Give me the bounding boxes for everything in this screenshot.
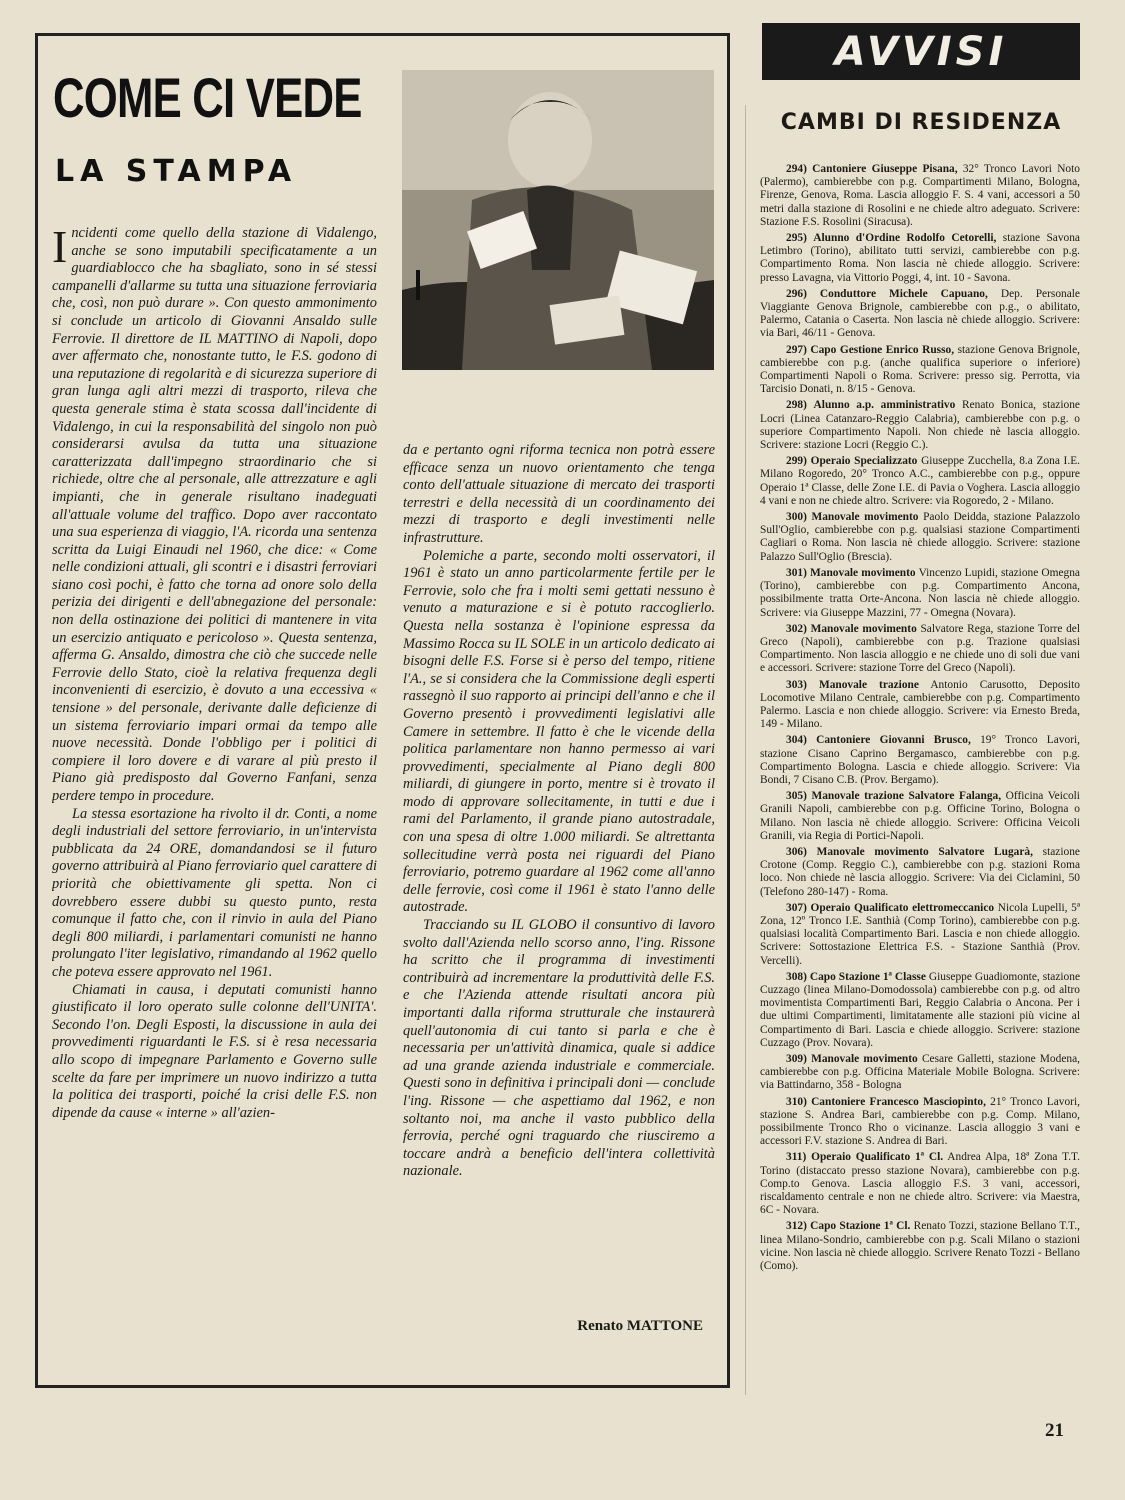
avviso-number: 297) [786, 343, 807, 356]
avviso-item [760, 846, 1080, 899]
article-photo [402, 70, 714, 370]
avviso-lead: Alunno a.p. amministrativo [813, 399, 956, 412]
avviso-item [760, 1151, 1080, 1217]
avvisi-list [760, 163, 1080, 1398]
avviso-lead: Conduttore Michele Capuano, [819, 287, 988, 300]
avviso-item [760, 455, 1080, 508]
avviso-lead: Operaio Specializzato [810, 455, 918, 468]
avviso-number: 305) [786, 790, 807, 803]
article-paragraph-text: ncidenti come quello della stazione di Vidalengo, anche se sono imputabili specificatamente a un guardiablocco che ha sbagliato, sono in sé stessi campanelli d'allarme su tutta una situazione ferroviaria che, così, non può durare ». Con questo ammonimento si conclude un articolo di Giovanni Ansaldo sulle Ferrovie. Il direttore de IL MATTINO di Napoli, dopo aver affermato che, nonostante tutto, le F.S. godono di una reputazione di regolarità e di sicurezza superiore di gran lunga agli altri mezzi di trasporto, rileva che questa generale stima è stata scossa dall'incidente di Vidalengo, in cui la responsabilità del singolo non può considerarsi avulsa da tutta una situazione caratterizzata dall'impegno straordinario che si richiede, oltre che al personale, alle attrezzature e agli impianti, che in generale risultano inadeguati all'attuale volume del traffico. Dopo aver raccontato una sua esperienza di viaggio, l'A. ricorda una sentenza scritta da Luigi Einaudi nel 1960, che dice: « Come nelle condizioni attuali, gli scontri e i disastri ferroviari siano così pochi, è fatto che torna ad onore solo della perizia dei dirigenti e dell'abnegazione del personale: non della ostinazione dei politici di mantenere in vita un esercizio antiquato e pericoloso ». Questa sentenza, afferma G. Ansaldo, dimostra che ciò che succede nelle Ferrovie dello Stato, cioè la relativa frequenza degli inconvenienti di esercizio, è dovuto a una eccessiva « tensione » del personale, derivante dalle deficienze di un sistema ferroviario impari ormai da tempo alle nuove necessità. Donde l'obbligo per i politici di compiere il loro dovere e di varare al più presto il Piano già predisposto dal Governo Fanfani, senza perdere tempo in procedure. [52, 225, 377, 804]
avviso-item [760, 399, 1080, 452]
article-paragraph: La stessa esortazione ha rivolto il dr. Conti, a nome degli industriali del settore ferroviario, in un'intervista pubblicata da 24 ORE, domandandosi se il futuro governo attribuirà al Piano ferroviario quel carattere di priorità che obiettivamente gli spetta. Non ci dovrebbero essere dubbi su questo punto, resta comunque il fatto che, con il rinvio in aula del Piano degli 800 miliardi, i parlamentari comunisti ne hanno prolungato l'iter legislativo, rimandando al 1962 quello che poteva essere approvato nel 1961. [52, 805, 377, 980]
avviso-text: Dep. Personale Viaggiante Genova Brignole, cambierebbe con p.g., o abilitato, Palermo, Catania o Caserta. Non lascia nè chiede alloggio. Scrivere: via Bari, 46/11 - Genova. [760, 287, 1080, 340]
avviso-number: 310) [786, 1095, 807, 1108]
avviso-text: Nicola Lupelli, 5ª Zona, 12º Tronco I.E. Santhià (Comp Torino), cambierebbe con p.g. qualsiasi località Compartimento Bari. Lascia e non chiede alloggio. Scrivere: Sottostazione Elettrica F.S. - Stazione Santhià (Prov. Vercelli). [760, 901, 1080, 967]
avviso-item [760, 163, 1080, 229]
avviso-text: Cesare Galletti, stazione Modena, cambierebbe con p.g. Officina Materiale Mobile Bologna. Scrivere: via Battindarno, 358 - Bologna [760, 1053, 1080, 1092]
avviso-text: Giuseppe Guadiomonte, stazione Cuzzago (linea Milano-Domodossola) cambierebbe con p.g. od altro movimentista Compartimenti Bari, Reggio Calabria o Ancona. Per i due ultimi Compartimenti, limitatamente alle stazioni più vicine al Compartimento di Bari. Lascia e chiede alloggio. Scrivere: stazione Cuzzago (Prov. Novara). [760, 970, 1080, 1049]
avviso-text: Salvatore Rega, stazione Torre del Greco (Napoli), cambierebbe con p.g. Trazione qualsiasi Compartimento. Non lascia alloggio e ne chiede uno di soli due vani e accessori. Scrivere: stazione Torre del Greco (Napoli). [760, 622, 1080, 675]
avviso-lead: Cantoniere Giuseppe Pisana, [812, 163, 958, 175]
avviso-text: Andrea Alpa, 18ª Zona T.T. Torino (distaccato presso stazione Novara), cambierebbe con p.g. Comp.to Genova. Lascia alloggio F.S. 3 vani, accessori, riscaldamento centrale e non ne chiede altro. Scrivere: via Maestra, 6C - Novara. [760, 1151, 1080, 1217]
avviso-item [760, 1053, 1080, 1093]
avviso-lead: Manovale movimento [811, 511, 919, 524]
avviso-lead: Manovale movimento [811, 1053, 918, 1065]
avvisi-section-heading: CAMBI DI RESIDENZA [780, 110, 1062, 135]
avviso-text: Renato Tozzi, stazione Bellano T.T., linea Milano-Sondrio, cambierebbe con p.g. Scali Milano o stazioni vicine. Non lascia nè chiede alloggio. Scrivere Renato Tozzi - Bellano (Como). [760, 1220, 1080, 1273]
avviso-number: 299) [786, 455, 807, 468]
avvisi-title-bar: AVVISI [762, 23, 1080, 80]
avviso-item [760, 1096, 1080, 1149]
avviso-text: 19° Tronco Lavori, stazione Cisano Caprino Bergamasco, cambierebbe con p.g. Compartimento Bologna. Lascia e chiede alloggio. Scrivere: Via Bondi, 7 Cisano C.B. (Prov. Bergamo). [760, 734, 1080, 786]
avviso-number: 294) [786, 163, 807, 175]
avviso-lead: Capo Stazione 1ª Classe [809, 970, 926, 983]
avviso-text: 32° Tronco Lavori Noto (Palermo), cambierebbe con p.g. Compartimenti Milano, Bologna, Firenze, Genova, Roma. Lascia alloggio F. S. 4 vani, accessori a 50 metri dalla stazione di Rosolini e ne chiede altro adeguato. Scrivere: Stazione F.S. Rosolini (Siracusa). [760, 163, 1080, 228]
avviso-text: Vincenzo Lupidi, stazione Omegna (Torino), cambierebbe con p.g. Compartimento Ancona, possibilmente tratta Orte-Ancona. Non lascia nè chiede alloggio. Scrivere: via Giuseppe Mazzini, 77 - Omegna (Novara). [760, 566, 1080, 619]
avviso-number: 309) [786, 1053, 807, 1065]
avviso-number: 307) [786, 901, 807, 914]
avviso-lead: Cantoniere Giovanni Brusco, [816, 734, 971, 747]
page-number: 21 [1045, 1420, 1064, 1441]
avviso-lead: Manovale trazione Salvatore Falanga, [811, 790, 1002, 803]
article-subhead: LA STAMPA [55, 154, 298, 189]
article-column-2 [403, 442, 715, 1312]
avviso-text: Giuseppe Zucchella, 8.a Zona I.E. Milano Rogoredo, 20° Tronco A.C., cambierebbe con p.g., oppure Operaio 1ª Classe, delle Zone I.E. di Pavia o Voghera. Lascia alloggio 4 vani e non ne chiede altro. Scrivere: via Rogoredo, 2 - Milano. [760, 455, 1080, 507]
photo-illustration [402, 70, 714, 370]
avviso-number: 312) [786, 1220, 807, 1233]
article-headline: COME CI VEDE [53, 66, 362, 129]
avviso-text: stazione Genova Brignole, cambierebbe con p.g. (anche qualifica superiore o inferiore) Compartimenti Napoli o Roma. Scrivere: presso sig. Perrotta, via Tarcisio Donati, n. 8/15 - Genova. [760, 343, 1080, 396]
avviso-lead: Alunno d'Ordine Rodolfo Cetorelli, [813, 232, 997, 245]
avviso-item [760, 902, 1080, 968]
avviso-number: 301) [786, 566, 807, 579]
avviso-lead: Manovale movimento Salvatore Lugarà, [816, 845, 1033, 858]
avviso-text: Paolo Deidda, stazione Palazzolo Sull'Oglio, cambierebbe con p.g. qualsiasi stazione Compartimenti Cagliari o Roma. Non lascia nè chiede alloggio. Scrivere: stazione Palazzo Sull'Oglio (Brescia). [760, 511, 1080, 563]
avviso-lead: Manovale movimento [810, 566, 916, 579]
avviso-text: 21° Tronco Lavori, stazione S. Andrea Bari, cambierebbe con p.g. Comp. Milano, possibilmente Tronco Rho o vicinanze. Lascia alloggio 3 vani e accessori F.V. stazione S. Andrea di Bari. [760, 1095, 1080, 1148]
avviso-item [760, 679, 1080, 732]
avviso-lead: Capo Gestione Enrico Russo, [810, 343, 955, 356]
avviso-text: stazione Savona Letimbro (Torino), abilitato tutti servizi, cambierebbe con p.g. Compartimento Roma. Non lascia nè chiede alloggio. Scrivere: presso Lavagna, via Vittorio Poggi, 4, int. 10 - Savona. [760, 232, 1080, 284]
article-paragraph: Chiamati in causa, i deputati comunisti hanno giustificato il loro operato sulle colonne dell'UNITA'. Secondo l'on. Degli Esposti, la discussione in aula dei provvedimenti riguardanti le F.S. si è resa necessaria allo scopo di impegnare Parlamento e Governo sulle scelte da fare per imprimere un nuovo indirizzo a tutta la politica dei trasporti, poiché la crisi delle F.S. non dipende da cause « interne » all'azien- [52, 981, 377, 1121]
article-author: Renato MATTONE [577, 1318, 703, 1334]
avviso-lead: Manovale movimento [810, 622, 917, 635]
drop-cap: I [52, 225, 68, 272]
avviso-item [760, 567, 1080, 620]
avviso-lead: Cantoniere Francesco Masciopinto, [811, 1095, 986, 1108]
avviso-lead: Operaio Qualificato elettromeccanico [810, 901, 995, 914]
article-column-1 [52, 225, 377, 1345]
article-paragraph: Polemiche a parte, secondo molti osservatori, il 1961 è stato un anno particolarmente fertile per le Ferrovie, solo che fra i molti semi gettati nessuno è venuto a maturazione e si è potuto raccoglierlo. Questa nella sostanza è l'opinione espressa da Massimo Rocca su IL SOLE in un articolo dedicato ai bisogni delle F.S. Forse si è perso del tempo, ritiene l'A., se si considera che la Commissione degli esperti rassegnò il suo rapporto ai principi dell'anno e che il Governo presentò i provvedimenti legislativi alle Camere in settembre. Il fatto è che le vicende della politica parlamentare non hanno permesso ai vari provvedimenti, specialmente al Piano degli 800 miliardi, di giungere in porto, mentre si è trovato il modo di approvare sollecitamente, in tutti e due i rami del Parlamento, il grande piano autostradale, con una spesa di oltre 1.000 miliardi. Se altrettanta sollecitudine verrà posta nei riguardi del Piano ferroviario, potremo guardare al 1962 come all'anno delle ferrovie, così come il 1961 è stato l'anno delle autostrade. [403, 547, 715, 916]
avviso-text: Antonio Carusotto, Deposito Locomotive Milano Centrale, cambierebbe con p.g. Compartimento Palermo. Lascia e non chiede alloggio. Scrivere: via Ernesto Breda, 149 - Milano. [760, 678, 1080, 731]
avviso-item [760, 1220, 1080, 1273]
avviso-number: 296) [786, 287, 807, 300]
avviso-item [760, 232, 1080, 285]
avviso-text: Renato Bonica, stazione Locri (Linea Catanzaro-Reggio Calabria), cambierebbe con p.g. o superiore Compartimento Napoli. Non chiede nè lascia alloggio. Scrivere: stazione Locri (Reggio C.). [760, 399, 1080, 452]
article-paragraph [52, 225, 377, 806]
avviso-lead: Operaio Qualificato 1ª Cl. [811, 1151, 944, 1164]
avviso-item [760, 344, 1080, 397]
avviso-item [760, 971, 1080, 1050]
column-divider [745, 105, 746, 1395]
avviso-lead: Manovale trazione [818, 678, 919, 691]
avviso-item [760, 790, 1080, 843]
avviso-text: stazione Crotone (Comp. Reggio C.), cambierebbe con p.g. stazioni Roma loco. Non chiede nè lascia alloggio. Scrivere: Via dei Ciclamini, 50 (Telefono 280-147) - Roma. [760, 845, 1080, 898]
avviso-number: 304) [786, 734, 807, 747]
avviso-number: 303) [786, 678, 807, 691]
avviso-item [760, 623, 1080, 676]
article-paragraph: Tracciando su IL GLOBO il consuntivo di lavoro svolto dall'Azienda nello scorso anno, l'ing. Rissone ha scritto che il programma di investimenti contribuirà ad incrementare la produttività delle F.S. e che l'Azienda attende risultati ancora più importanti dalla riforma strutturale che instaurerà quell'autonomia di cui tanto si parla e che è necessaria per un'attività dinamica, quale si addice ad una grande azienda industriale e commerciale. Questi sono in definitiva i principali doni — conclude l'ing. Rissone — che aspettiamo dal 1962, e non soltanto noi, ma anche il vasto pubblico della ferrovia, perché ogni traguardo che riusciremo a toccare andrà a beneficio dell'intera collettività nazionale. [403, 917, 715, 1180]
avviso-number: 295) [786, 232, 807, 245]
avviso-number: 300) [786, 511, 807, 524]
avviso-number: 302) [786, 622, 807, 635]
avviso-number: 311) [786, 1151, 807, 1164]
avviso-number: 298) [786, 399, 807, 412]
avviso-number: 306) [786, 845, 807, 858]
avviso-item [760, 288, 1080, 341]
article-paragraph: da e pertanto ogni riforma tecnica non potrà essere efficace senza un nuovo orientamento che tenga conto dell'attuale situazione di mercato dei trasporti terrestri e della necessità di un coordinamento dei mezzi di trasporto e degli investimenti nelle infrastrutture. [403, 442, 715, 546]
avviso-item [760, 734, 1080, 787]
avviso-number: 308) [786, 970, 807, 983]
avviso-lead: Capo Stazione 1ª Cl. [810, 1220, 911, 1233]
avviso-text: Officina Veicoli Granili Napoli, cambierebbe con p.g. Officine Torino, Bologna o Milano. Non lascia nè chiede alloggio. Scrivere: Officina Veicoli Granili, via Regia di Portici-Napoli. [760, 790, 1080, 842]
avviso-item [760, 511, 1080, 564]
